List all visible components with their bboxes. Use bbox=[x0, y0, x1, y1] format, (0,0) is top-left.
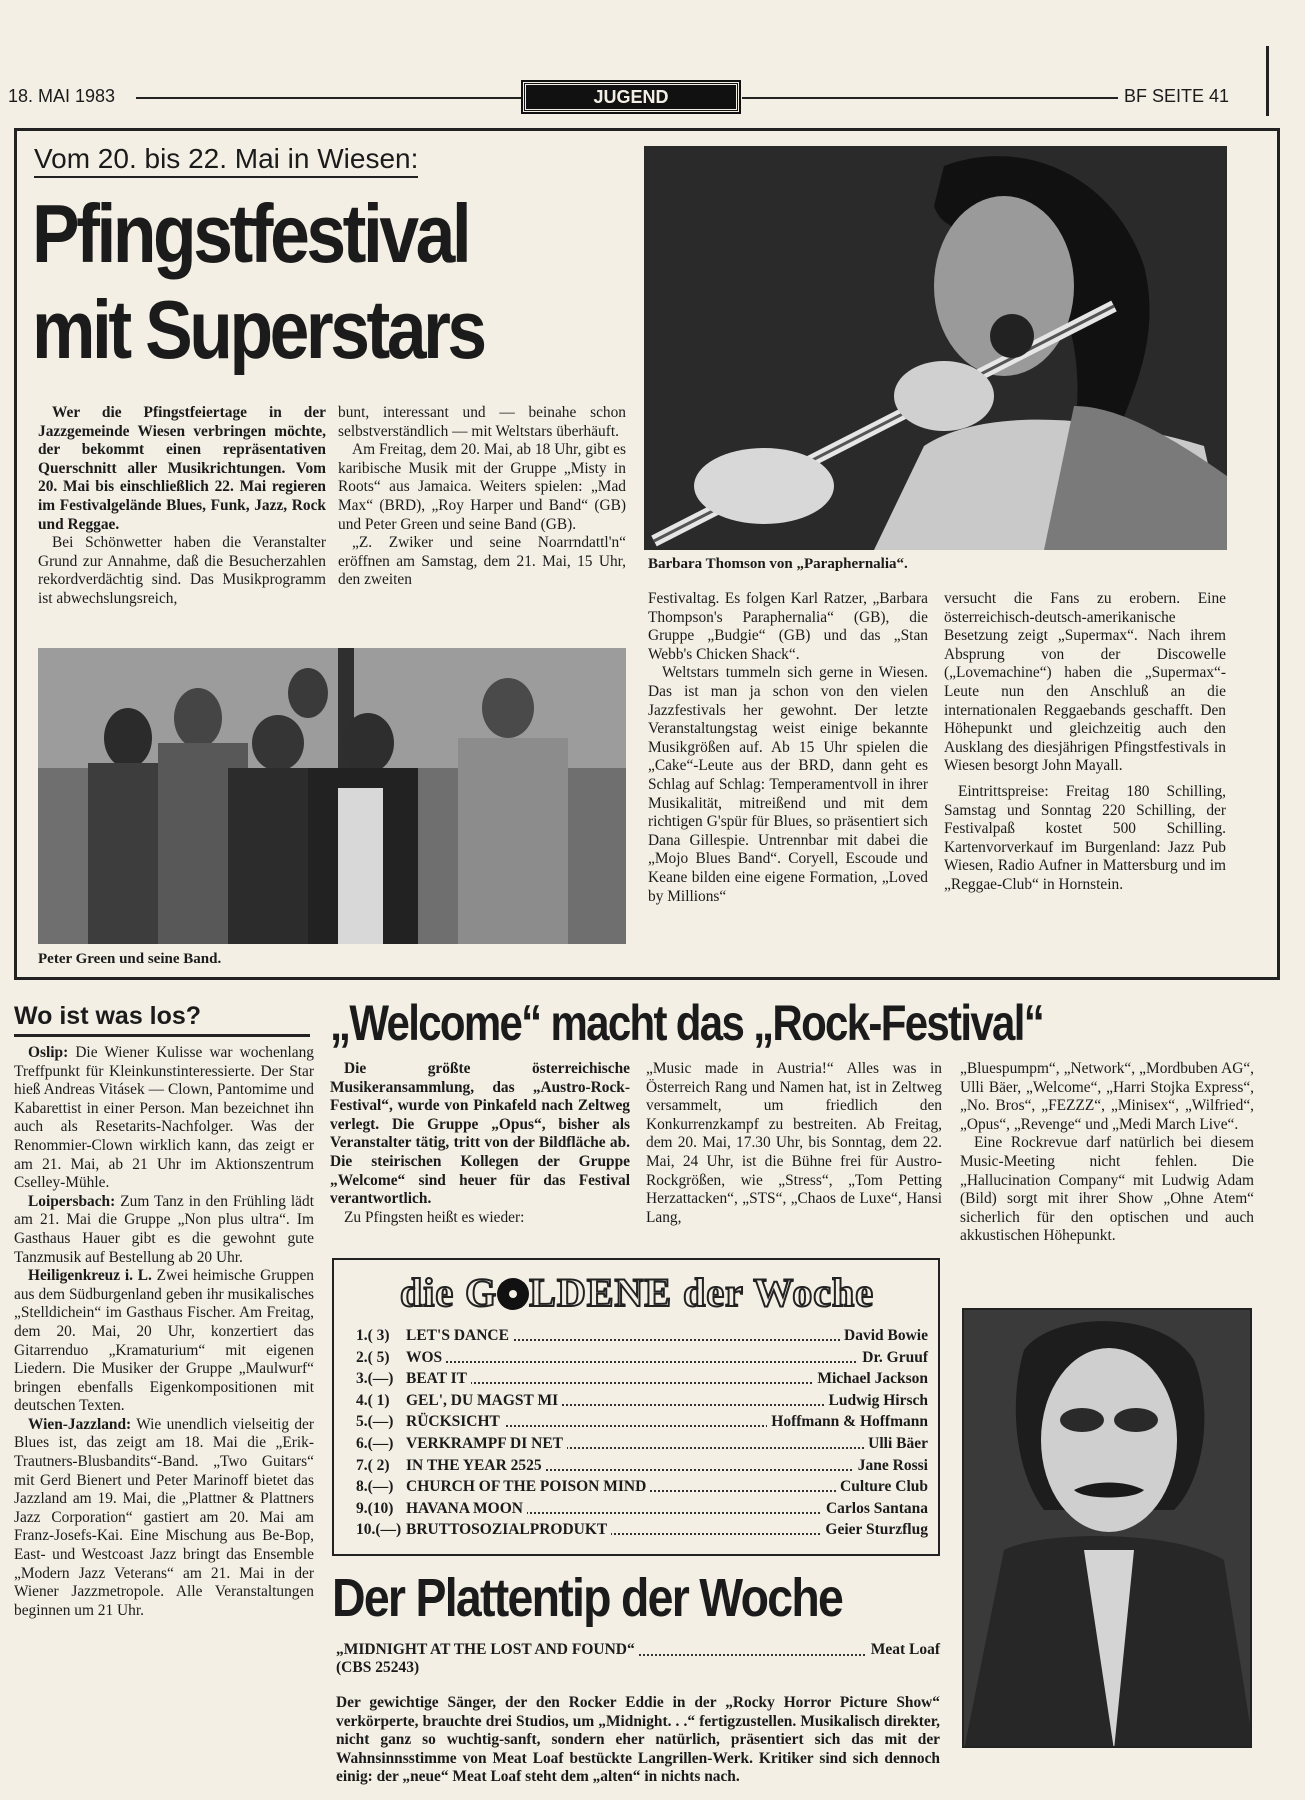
chart-title-text: BEAT IT bbox=[406, 1370, 471, 1387]
page-edge-mark bbox=[1266, 46, 1269, 116]
chart-title-text: LET'S DANCE bbox=[406, 1327, 513, 1344]
plattentip-artist: Meat Loaf bbox=[867, 1640, 940, 1660]
chart-title-text: RÜCKSICHT bbox=[406, 1413, 504, 1430]
chart-title bbox=[406, 1349, 446, 1367]
chart-title-text: IN THE YEAR 2525 bbox=[406, 1457, 546, 1474]
chart-entry bbox=[356, 1478, 928, 1496]
festival-col-4-para-2: Eintrittspreise: Freitag 180 Schilling, Samstag und Sonntag 220 Schilling, der Festivalpaß kostet 500 Schilling. Kartenvorverkauf im Burgenland: Jazz Pub Wiesen, Radio Aufner in Mattersburg und im „Reggae-Club“ in Hornstein. bbox=[944, 782, 1226, 893]
festival-lead: Wer die Pfingstfeiertage in der Jazzgemeinde Wiesen verbringen möchte, der bekommt einen repräsentativen Querschnitt aller Musikrichtungen. Vom 20. Mai bis einschließlich 22. Mai regieren im Festivalgelände Blues, Funk, Jazz, Rock und Reggae. bbox=[38, 404, 326, 533]
chart-title bbox=[406, 1435, 567, 1453]
festival-col-3-para-2: Weltstars tummeln sich gerne in Wiesen. Das ist man ja schon von den vielen Jazzfestivals her gewohnt. Der letzte Veranstaltungstag weist einige bekannte Musikgrößen auf. Ab 15 Uhr spielen die „Cake“-Leute aus der BRD, dann geht es Schlag auf Schlag: Temperamentvoll in ihrer Musikalität, mitreißend und mit dem richtigen G'spür für Blues, so präsentiert sich Dana Gillespie. Untrennbar mit dabei die „Mojo Blues Band“. Coryell, Escoude und Keane bilden eine eigene Formation, „Loved by Millions“ bbox=[648, 664, 928, 905]
chart-artist: Carlos Santana bbox=[822, 1500, 928, 1518]
clown-photo bbox=[962, 1308, 1252, 1748]
chart-entry bbox=[356, 1413, 928, 1431]
header-page: BF SEITE 41 bbox=[1124, 86, 1230, 106]
chart-entry bbox=[356, 1327, 928, 1345]
band-group-image bbox=[38, 648, 626, 944]
chart-rank: 9.(10) bbox=[356, 1499, 394, 1517]
band-caption: Peter Green und seine Band. bbox=[38, 951, 222, 967]
welcome-col-3-para-2: Eine Rockrevue darf natürlich bei diesem Music-Meeting nicht fehlen. Die „Hallucination Company“ mit Ludwig Adam (Bild) sorgt mit ihrer Show „Ohne Atem“ sicherlich für den optischen und auch akkustischen Höhepunkt. bbox=[960, 1134, 1254, 1245]
chart-artist: Ludwig Hirsch bbox=[825, 1392, 928, 1410]
festival-col-3-para-1: Festivaltag. Es folgen Karl Ratzer, „Barbara Thompson's Paraphernalia“ (GB), die Gruppe „Budgie“ (GB) und das „Stan Webb's Chicken Shack“. bbox=[648, 590, 928, 663]
header-rule-right bbox=[742, 97, 1118, 99]
festival-col-2 bbox=[338, 404, 626, 590]
wo-text-wien: Wie unendlich vielseitig der Blues ist, das zeigt am 18. Mai die „Erik-Trautners-Blusbandits“-Band. „Two Guitars“ mit Gerd Bienert und Peter Marinoff bietet das Jazzland am 19. Mai, die „Plattner & Plattners Jazz Corporation“ gastiert am 20. Mai am Franz-Josefs-Kai. Eine Mischung aus Be-Bop, East- und Westcoast Jazz bringt das Ensemble „Modern Jazz Veterans“ am 21. Mai in der Wiener Jazzmetropole. Alle Veranstaltungen beginnen um 21 Uhr. bbox=[14, 1415, 314, 1619]
chart-title bbox=[406, 1370, 471, 1388]
section-label: JUGEND bbox=[593, 87, 669, 107]
chart-rank: 1.( 3) bbox=[356, 1327, 390, 1344]
clown-portrait-image bbox=[964, 1310, 1252, 1748]
festival-col-1-para: Bei Schönwetter haben die Veranstalter Grund zur Annahme, daß die Besucherzahlen rekordverdächtig sind. Das Musikprogramm ist abwechslungsreich, bbox=[38, 534, 326, 607]
chart-rank: 8.(—) bbox=[356, 1478, 394, 1496]
chart-artist: Michael Jackson bbox=[813, 1370, 928, 1388]
chart-rank: 4.( 1) bbox=[356, 1391, 390, 1409]
chart-title-text: HAVANA MOON bbox=[406, 1500, 527, 1517]
chart-entry bbox=[356, 1521, 928, 1539]
goldene-title bbox=[352, 1268, 922, 1318]
header-rule-left bbox=[136, 97, 521, 99]
festival-col-4-para-1: versucht die Fans zu erobern. Eine österreichisch-deutsch-amerikanische Besetzung zeigt „Supermax“. Nach ihrem Absprung von der Discowelle („Lovemachine“) haben die „Supermax“-Leute nun den Anschluß an die internationalen Reggaebands geschafft. Den Höhepunkt und gleichzeitig auch den Ausklang des diesjährigen Pfingstfestivals in Wiesen besorgt John Mayall. bbox=[944, 590, 1226, 775]
chart-title-text: VERKRAMPF DI NET bbox=[406, 1435, 567, 1452]
chart-rank: 7.( 2) bbox=[356, 1456, 390, 1474]
welcome-col-1 bbox=[330, 1060, 630, 1227]
chart-entry bbox=[356, 1457, 928, 1475]
wo-para-loipersbach bbox=[14, 1193, 314, 1267]
wo-para-heiligenkreuz bbox=[14, 1267, 314, 1416]
festival-col-2-para-3: „Z. Zwiker und seine Noarrndattl'n“ eröffnen am Samstag, dem 21. Mai, 15 Uhr, den zweiten bbox=[338, 534, 626, 589]
festival-col-2-para-1: bunt, interessant und — beinahe schon selbstverständlich — mit Weltstars überhäuft. bbox=[338, 404, 626, 440]
welcome-headline: „Welcome“ macht das „Rock-Festival“ bbox=[330, 995, 1044, 1051]
plattentip-body: Der gewichtige Sänger, der den Rocker Eddie in der „Rocky Horror Picture Show“ verkörperte, brauchte drei Studios, um „Midnight. . .“ fertigzustellen. Musikalisch direkter, nicht ganz so wuchtig-sanft, sondern eher natürlich, präsentiert sich das mit der Wahnsinnsstimme von Meat Loaf bestückte Langrillen-Werk. Kritiker sind sich dennoch einig: der „neue“ Meat Loaf steht dem „alten“ in nichts nach. bbox=[336, 1694, 940, 1786]
headline-line-1: Pfingstfestival bbox=[32, 187, 469, 280]
welcome-col-2-text: „Music made in Austria!“ Alles was in Österreich Rang und Namen hat, ist in Zeltweg versammelt, um friedlich den Konkurrenzkampf zu bestreiten. Ab Freitag, dem 20. Mai, 17.30 Uhr, bis Sonntag, dem 22. Mai, 24 Uhr, ist die Bühne frei für Austro-Rockgrößen, wie „Stress“, „Tom Petting Herzattacken“, „STS“, „Chaos de Luxe“, Hansi Lang, bbox=[646, 1060, 942, 1226]
chart-title bbox=[406, 1500, 527, 1518]
chart-entry bbox=[356, 1392, 928, 1410]
welcome-col-3-para-1: „Bluespumpm“, „Network“, „Mordbuben AG“, Ulli Bäer, „Welcome“, „Harri Stojka Express“, „No. Bros“, „FEZZZ“, „Minisex“, „Wilfried“, „Opus“, „Revenge“ und „Medi March Live“. bbox=[960, 1060, 1254, 1133]
chart-entry bbox=[356, 1435, 928, 1453]
chart-rank: 5.(—) bbox=[356, 1413, 394, 1431]
chart-title-text: BRUTTOSOZIALPRODUKT bbox=[406, 1521, 611, 1538]
welcome-lead: Die größte österreichische Musikeransammlung, das „Austro-Rock-Festival“, wurde von Pinkafeld nach Zeltweg verlegt. Die Gruppe „Opus“, bisher als Veranstalter tätig, tritt von der Bildfläche ab. Die steirischen Kollegen der Gruppe „Welcome“ sind heuer für das Festival verantwortlich. bbox=[330, 1060, 630, 1208]
plattentip-headline: Der Plattentip der Woche bbox=[332, 1568, 843, 1628]
wo-lead-heiligenkreuz: Heiligenkreuz i. L. bbox=[28, 1267, 152, 1285]
wo-para-wien bbox=[14, 1416, 314, 1621]
plattentip-label: (CBS 25243) bbox=[336, 1659, 420, 1676]
chart-artist: Dr. Gruuf bbox=[858, 1349, 928, 1367]
goldene-title-b: LDENE der Woche bbox=[529, 1270, 874, 1315]
flute-caption: Barbara Thomson von „Paraphernalia“. bbox=[648, 556, 908, 572]
chart-leader-dots bbox=[406, 1361, 928, 1363]
wo-lead-loipersbach: Loipersbach: bbox=[28, 1192, 116, 1210]
flute-player-image bbox=[644, 146, 1227, 550]
festival-col-2-para-2: Am Freitag, dem 20. Mai, ab 18 Uhr, gibt es karibische Musik mit der Gruppe „Misty in Roots“ aus Jamaica. Weiters spielen: „Mad Max“ (BRD), „Roy Harper und Band“ (GB) und Peter Green und seine Band (GB). bbox=[338, 441, 626, 533]
festival-kicker: Vom 20. bis 22. Mai in Wiesen: bbox=[34, 143, 418, 178]
wo-text-loipersbach: Zum Tanz in den Frühling lädt am 21. Mai die Gruppe „Non plus ultra“. Im Gasthaus Hauer gibt es die gewohnt gute Tanzmusik auf Bestellung ab 20 Uhr. bbox=[14, 1192, 314, 1266]
chart-title-text: GEL', DU MAGST MI bbox=[406, 1392, 562, 1409]
wo-lead-wien: Wien-Jazzland: bbox=[28, 1415, 132, 1433]
record-icon bbox=[497, 1278, 529, 1310]
chart-title bbox=[406, 1457, 546, 1475]
chart-title-text: CHURCH OF THE POISON MIND bbox=[406, 1478, 650, 1495]
festival-col-3 bbox=[648, 590, 928, 906]
header-section bbox=[523, 82, 739, 112]
chart-title bbox=[406, 1521, 611, 1539]
chart-list bbox=[356, 1327, 928, 1547]
chart-rank: 2.( 5) bbox=[356, 1348, 390, 1366]
chart-artist: David Bowie bbox=[840, 1327, 928, 1345]
chart-artist: Ulli Bäer bbox=[864, 1435, 928, 1453]
festival-col-4 bbox=[944, 590, 1226, 895]
chart-title-text: WOS bbox=[406, 1349, 446, 1366]
header-date: 18. MAI 1983 bbox=[8, 86, 116, 106]
chart-artist: Culture Club bbox=[836, 1478, 928, 1496]
chart-entry bbox=[356, 1349, 928, 1367]
wo-text-oslip: Die Wiener Kulisse war wochenlang Treffpunkt für Kleinkunstinteressierte. Der Star hieß Andreas Vitásek — Clown, Pantomime und Kabarettist in einer Person. Man bezeichnet ihn auch als Resetarits-Nachfolger. Was der Renommier-Clown wirklich kann, das zeigt er am 21. Mai, ab 21 Uhr im Aktionszentrum Cselley-Mühle. bbox=[14, 1044, 314, 1192]
plattentip-text bbox=[336, 1694, 940, 1787]
plattentip-album-line bbox=[336, 1640, 940, 1660]
chart-rank: 10.(—) bbox=[356, 1521, 402, 1539]
wo-lead-oslip: Oslip: bbox=[28, 1044, 69, 1061]
band-photo bbox=[38, 648, 626, 944]
wo-title-rule bbox=[14, 1034, 310, 1037]
welcome-col-2 bbox=[646, 1060, 942, 1227]
chart-title bbox=[406, 1478, 650, 1496]
wo-text-heiligenkreuz: Zwei heimische Gruppen aus dem Südburgenland geben ihr musikalisches „Stelldichein“ im Gasthaus Fischer. Am Freitag, dem 20. Mai, 20 Uhr, konzertiert das Gitarrenduo „Kramaturium“ mit eigenen Liedern. Die Musiker der Gruppe „Maulwurf“ bringen ebenfalls Eigenkompositionen mit deutschen Texten. bbox=[14, 1267, 314, 1415]
welcome-col-1-text: Zu Pfingsten heißt es wieder: bbox=[344, 1208, 525, 1226]
goldene-title-a: die G bbox=[400, 1270, 498, 1315]
festival-headline bbox=[32, 186, 548, 378]
chart-artist: Hoffmann & Hoffmann bbox=[767, 1413, 928, 1431]
flute-photo bbox=[644, 146, 1227, 550]
chart-entry bbox=[356, 1500, 928, 1518]
festival-col-1 bbox=[38, 404, 326, 609]
chart-entry bbox=[356, 1370, 928, 1388]
plattentip-album: „MIDNIGHT AT THE LOST AND FOUND“ bbox=[336, 1641, 639, 1658]
chart-artist: Jane Rossi bbox=[854, 1457, 928, 1475]
chart-artist: Geier Sturzflug bbox=[821, 1521, 928, 1539]
chart-title bbox=[406, 1327, 513, 1345]
wo-para-oslip bbox=[14, 1044, 314, 1193]
chart-title bbox=[406, 1413, 504, 1431]
welcome-col-3 bbox=[960, 1060, 1254, 1246]
headline-line-2: mit Superstars bbox=[32, 283, 484, 376]
chart-rank: 3.(—) bbox=[356, 1370, 394, 1388]
wo-title: Wo ist was los? bbox=[14, 1002, 202, 1030]
chart-rank: 6.(—) bbox=[356, 1435, 394, 1452]
chart-title bbox=[406, 1392, 562, 1410]
wo-column bbox=[14, 1044, 314, 1620]
